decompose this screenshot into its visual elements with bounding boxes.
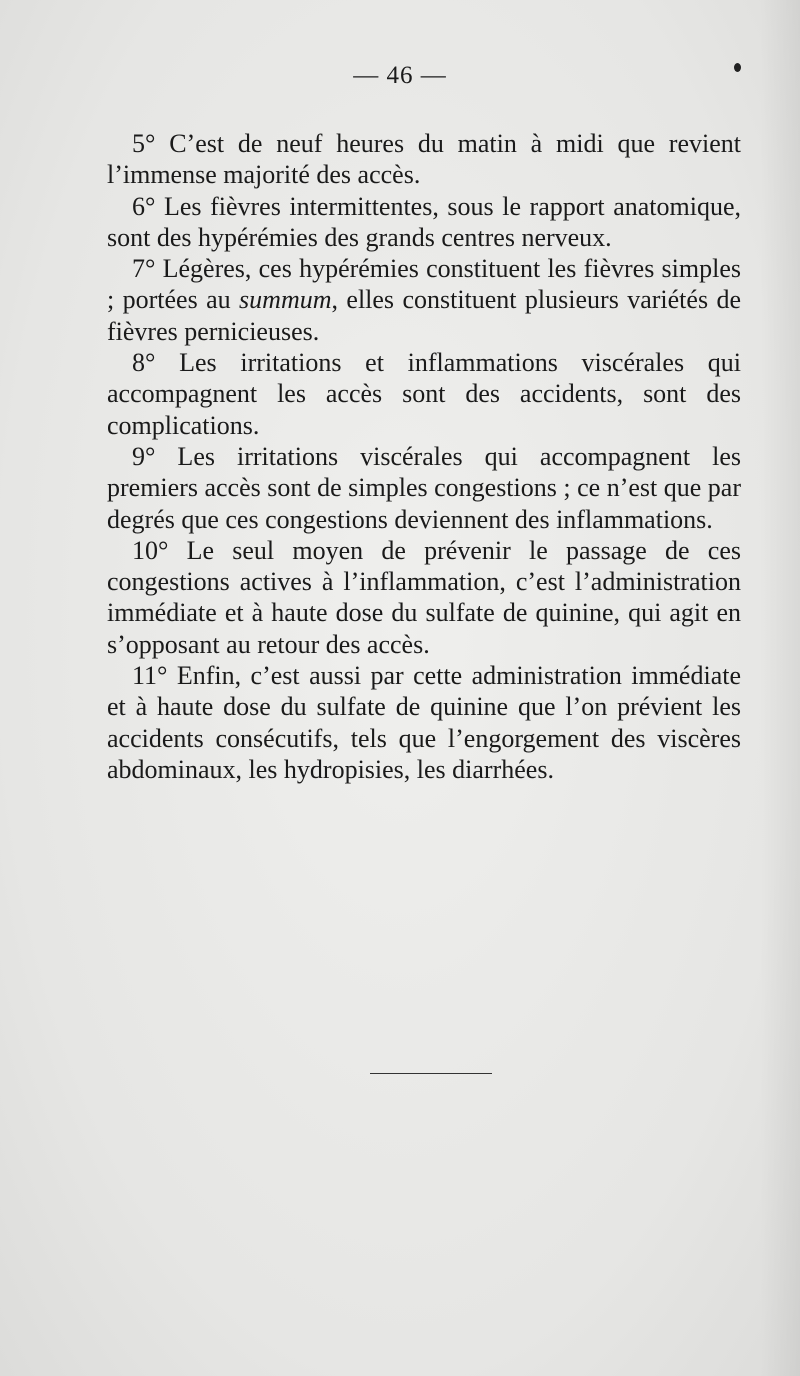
page-number: — 46 — (353, 62, 447, 89)
text-body (107, 128, 741, 785)
paragraph-5 (107, 128, 741, 191)
paragraph-text: 11° Enfin, c’est aussi par cette administration immédiate et à haute dose du sulfate de quinine que l’on prévient les accidents consécutifs, tels que l’engorgement des viscères abdominaux, les hydropisies, les diarrhées. (107, 661, 741, 784)
paragraph-text: 8° Les irritations et inflammations viscérales qui accompagnent les accès sont des accidents, sont des complications. (107, 348, 741, 440)
paragraph-8 (107, 347, 741, 441)
paragraph-9 (107, 441, 741, 535)
paragraph-text-tail: , elles constituent plusieurs variétés de fièvres pernicieuses. (107, 285, 741, 346)
paragraph-11 (107, 660, 741, 785)
page-edge-shadow (760, 0, 800, 1376)
paragraph-text: 7° Légères, ces hypérémies constituent les fièvres simples ; portées au (107, 254, 741, 315)
closing-rule (370, 1073, 492, 1074)
paragraph-text: 9° Les irritations viscérales qui accompagnent les premiers accès sont de simples congestions ; ce n’est que par degrés que ces congestions deviennent des inflammations. (107, 441, 741, 534)
paragraph-text: 5° C’est de neuf heures du matin à midi que revient l’immense majorité des accès. (107, 129, 741, 190)
paragraph-6 (107, 191, 741, 254)
paragraph-text: 10° Le seul moyen de prévenir le passage de ces congestions actives à l’inflammation, c’est l’administration immédiate et à haute dose du sulfate de quinine, qui agit en s’opposant au retour des accès. (107, 535, 741, 659)
paragraph-7 (107, 253, 741, 347)
paragraph-10 (107, 535, 741, 660)
paragraph-text: 6° Les fièvres intermittentes, sous le rapport anatomique, sont des hypérémies des grands centres nerveux. (107, 191, 741, 252)
italic-term: summum (239, 285, 332, 315)
